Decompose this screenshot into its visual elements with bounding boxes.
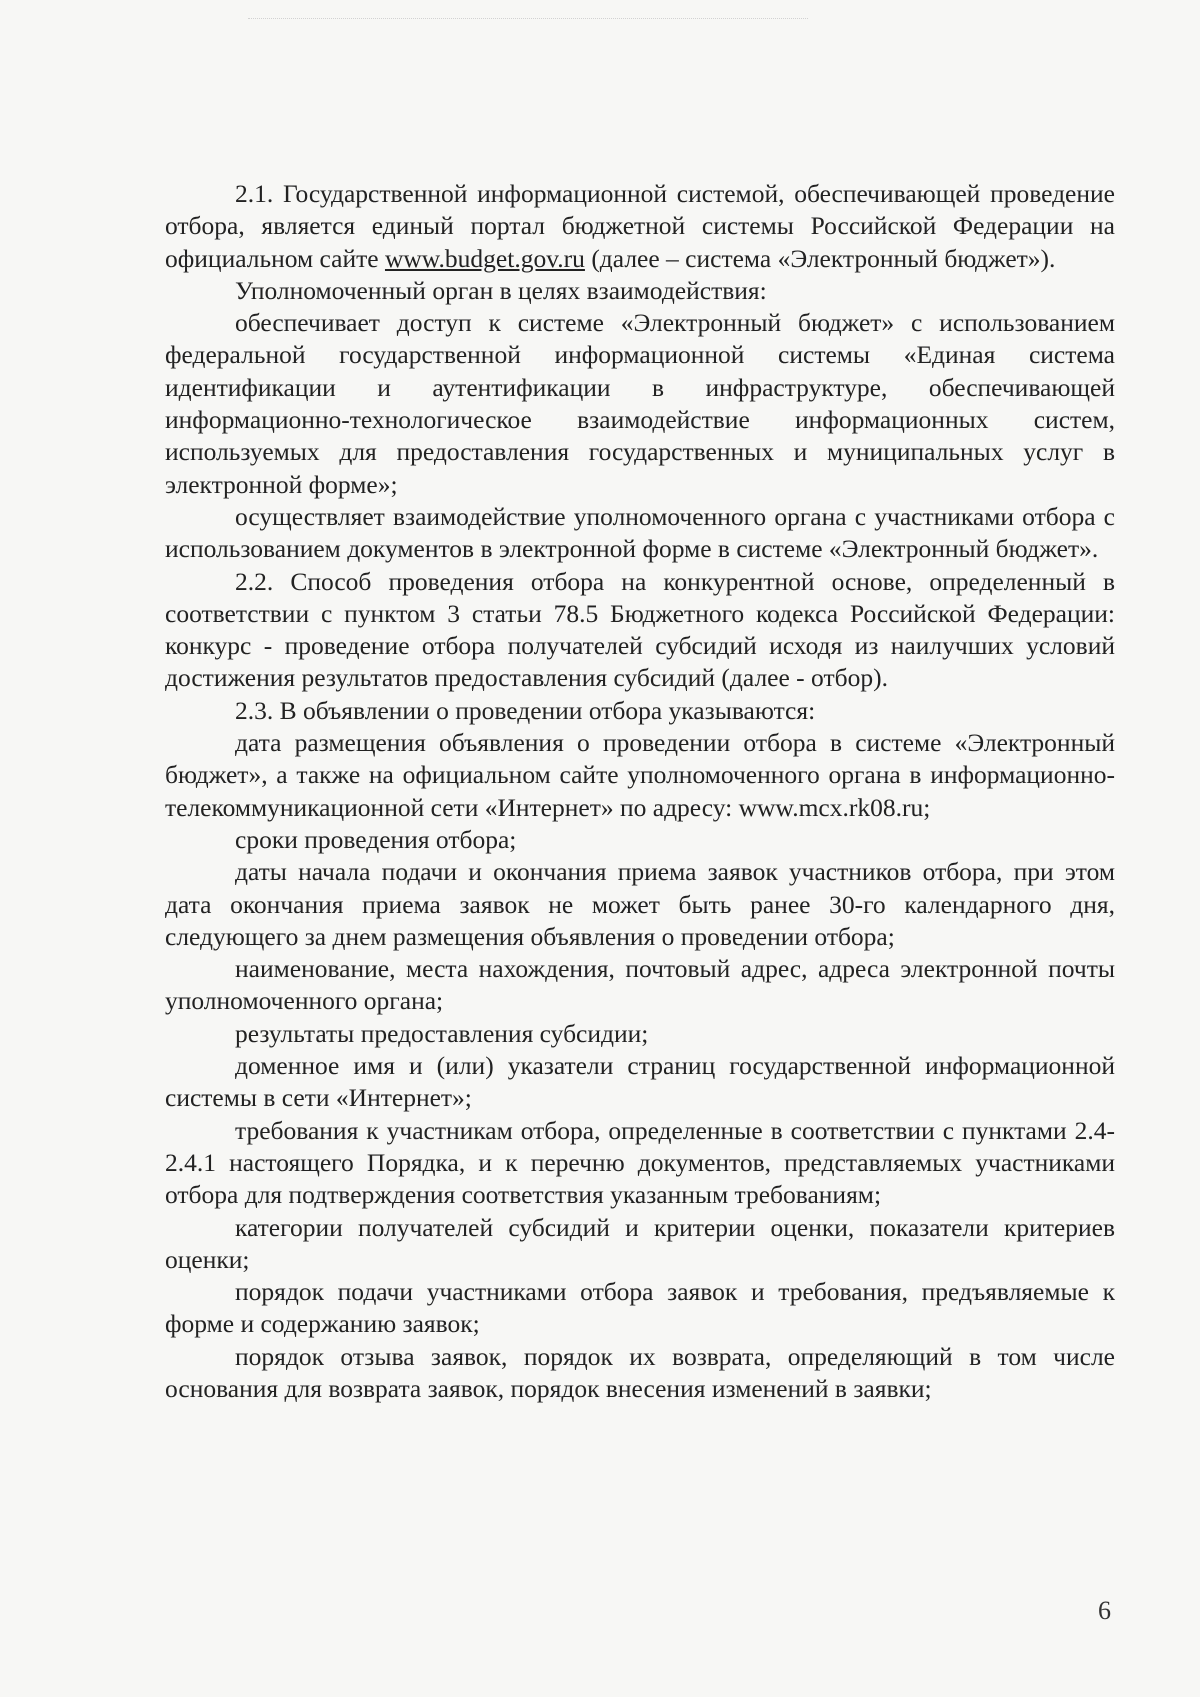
paragraph: сроки проведения отбора;: [235, 824, 517, 854]
paragraph: доменное имя и (или) указатели страниц государственной информационной системы в сети «Интернет»;: [165, 1051, 1115, 1113]
paragraph: результаты предоставления субсидии;: [235, 1018, 649, 1048]
paragraph: порядок подачи участниками отбора заявок и требования, предъявляемые к форме и содержанию заявок;: [165, 1277, 1115, 1339]
paragraph: осуществляет взаимодействие уполномоченного органа с участниками отбора с использованием документов в электронной форме в системе «Электронный бюджет».: [165, 501, 1115, 564]
paragraph: требования к участникам отбора, определенные в соответствии с пунктами 2.4-2.4.1 настоящего Порядка, и к перечню документов, представляемых участниками отбора для подтверждения соответствия указанным требованиям;: [165, 1115, 1115, 1210]
paragraph: дата размещения объявления о проведении отбора в системе «Электронный бюджет», а также на официальном сайте уполномоченного органа в информационно-телекоммуникационной сети «Интернет» по адресу: www.mcx.rk08.ru;: [165, 728, 1115, 822]
paragraph: даты начала подачи и окончания приема заявок участников отбора, при этом дата окончания приема заявок не может быть ранее 30-го календарного дня, следующего за днем размещения объявления о проведении отбора;: [165, 857, 1115, 951]
paragraph: категории получателей субсидий и критерии оценки, показатели критериев оценки;: [165, 1212, 1115, 1274]
paragraph: обеспечивает доступ к системе «Электронный бюджет» с использованием федеральной государственной информационной системы «Единая система идентификации и аутентификации в инфраструктуре, обеспечивающей информационно-технологическое взаимодействие информационных систем, используемых для предоставления государственных и муниципальных услуг в электронной форме»;: [165, 308, 1115, 499]
paragraph-2-2: 2.2. Способ проведения отбора на конкурентной основе, определенный в соответствии с пунктом 3 статьи 78.5 Бюджетного кодекса Российской Федерации: конкурс - проведение отбора получателей субсидий исходя из наилучших условий достижения результатов предоставления субсидий (далее - отбор).: [165, 566, 1115, 693]
page-number: 6: [1098, 1596, 1111, 1625]
paragraph: порядок отзыва заявок, порядок их возврата, определяющий в том числе основания для возврата заявок, порядок внесения изменений в заявки;: [165, 1341, 1115, 1403]
paragraph: Уполномоченный орган в целях взаимодействия:: [235, 275, 767, 305]
scan-artifact: [248, 18, 808, 21]
budget-portal-link[interactable]: www.budget.gov.ru: [384, 243, 585, 273]
document-body: [165, 178, 1115, 1405]
paragraph-2-3: 2.3. В объявлении о проведении отбора указываются:: [235, 695, 816, 725]
paragraph-2-1: 2.1. Государственной информационной системой, обеспечивающей проведение отбора, является единый портал бюджетной системы Российской Федерации на официальном сайте www.budget.gov.ru (далее – система «Электронный бюджет»).: [165, 179, 1115, 273]
paragraph: наименование, места нахождения, почтовый адрес, адреса электронной почты уполномоченного органа;: [165, 954, 1115, 1016]
